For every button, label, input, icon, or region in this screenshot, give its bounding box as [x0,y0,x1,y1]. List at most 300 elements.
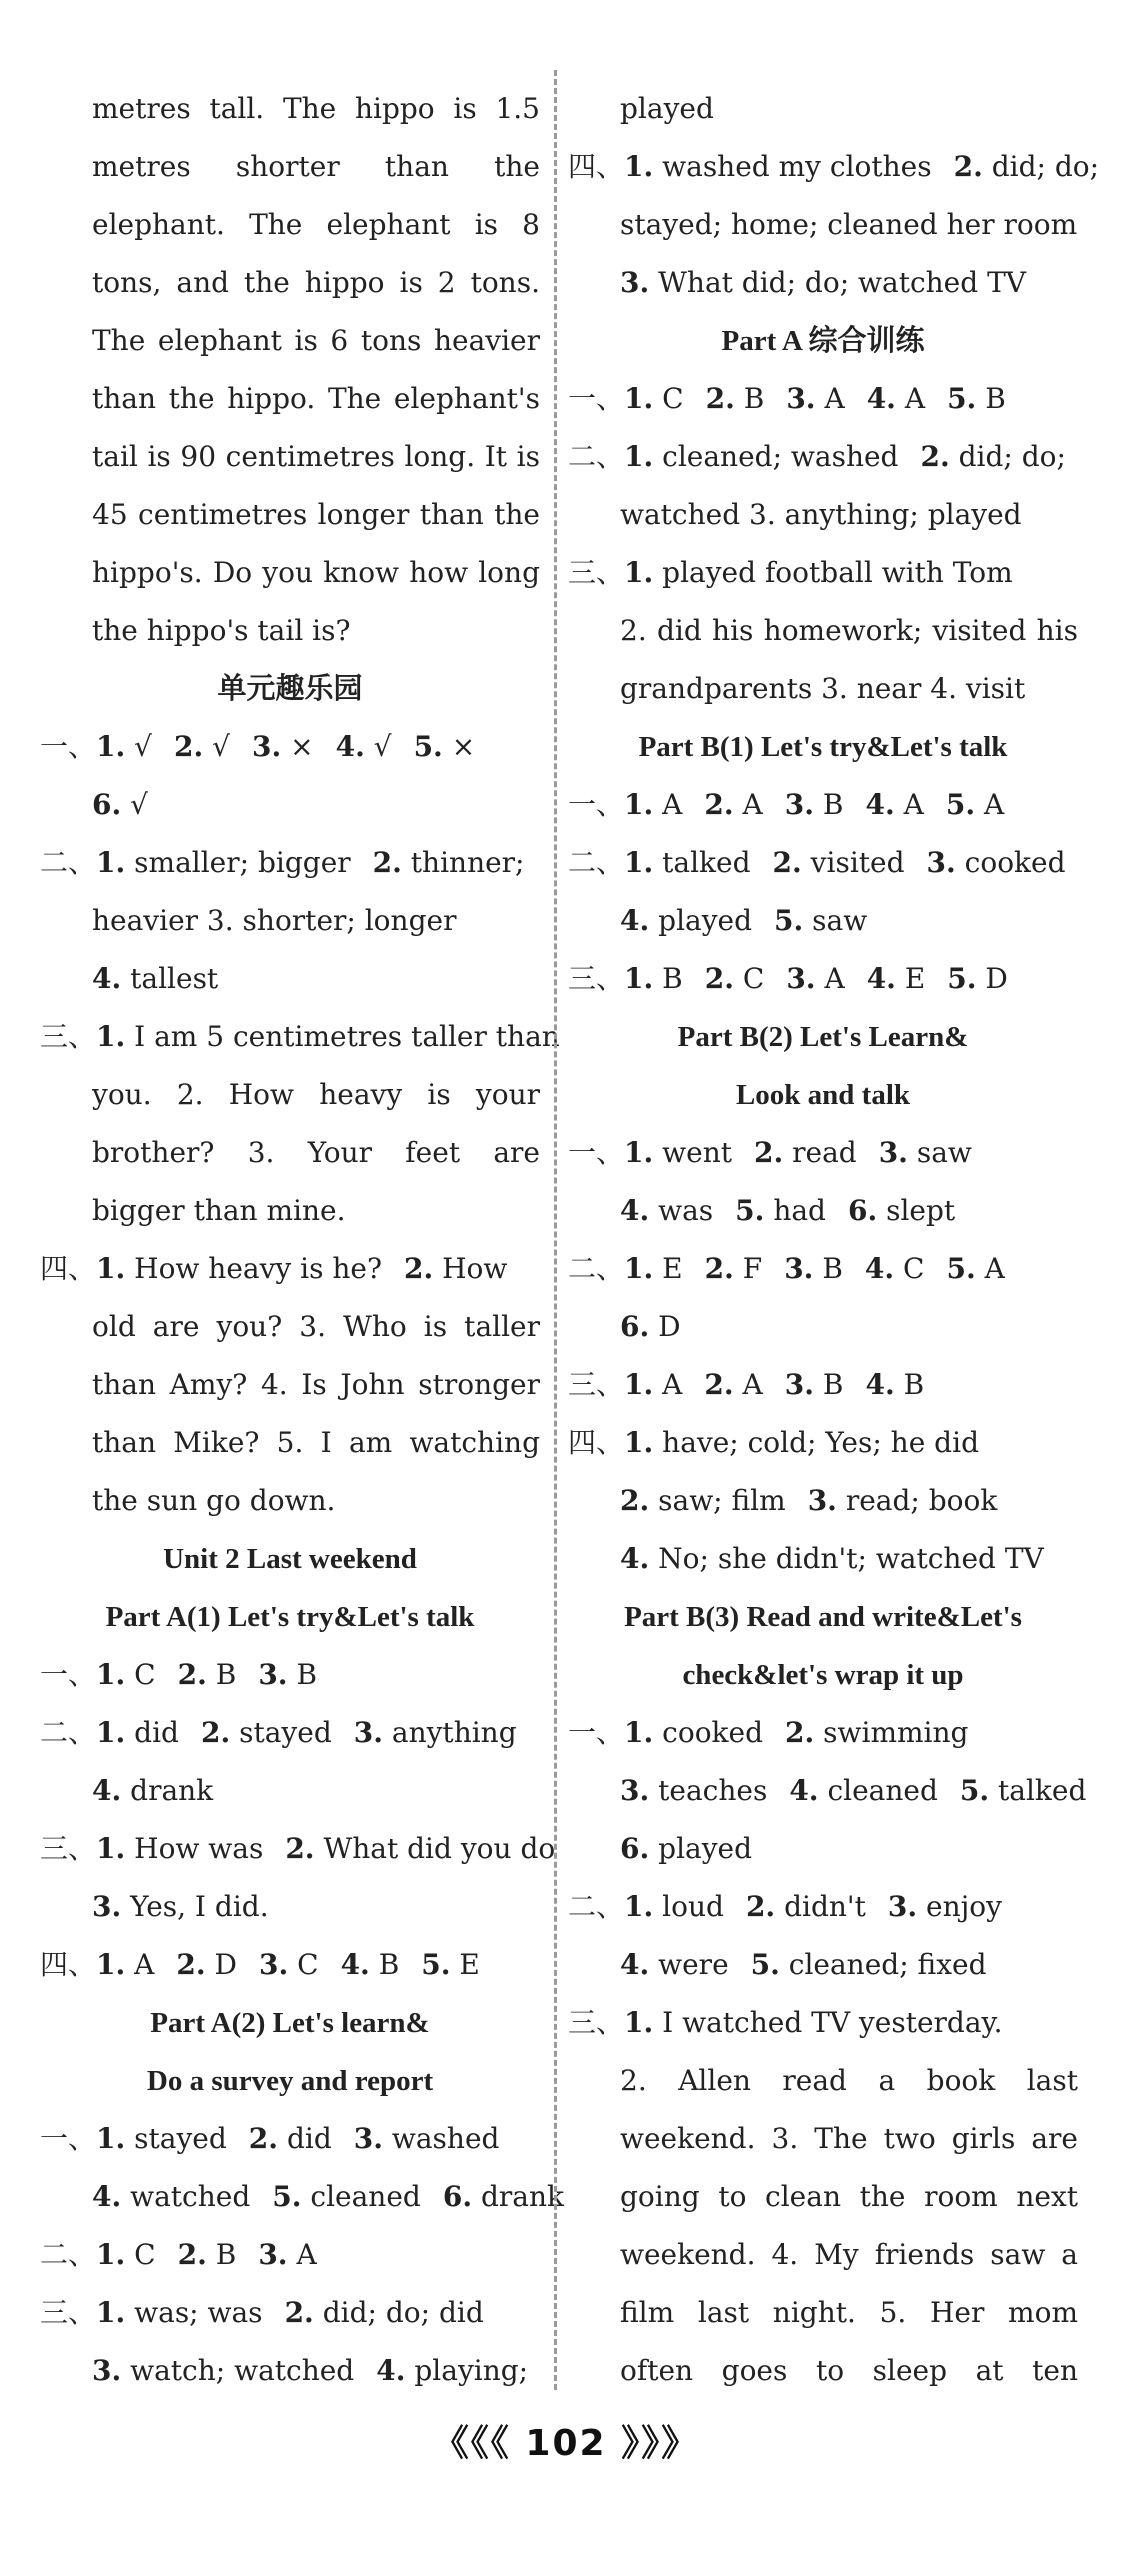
item-answer: A [984,1252,1005,1285]
answer-line [40,718,540,776]
left-column [40,80,564,2400]
answer-item [272,2168,421,2226]
answer-text-line: tail is 90 centimetres long. It is [92,440,540,473]
item-number: 4. [340,1948,370,1981]
answer-item [285,2284,484,2342]
answer-line [568,1356,1078,1414]
answer-item [373,834,525,892]
item-number: 2. [174,730,204,763]
answer-line [40,1704,540,1762]
item-number: 4. [92,1774,122,1807]
item-number: 1. [624,1368,654,1401]
item-number: 3. [620,266,650,299]
item-answer: C [297,1948,319,1981]
item-answer: What did; do; watched TV [658,266,1026,299]
answer-item [285,1820,555,1878]
answer-text-line: bigger than mine. [92,1194,346,1227]
item-answer: A [824,962,845,995]
item-number: 5. [959,1774,990,1807]
item-answer: loud [662,1890,724,1923]
item-number: 3. [784,1252,814,1285]
answer-text-line: going to clean the room next [620,2180,1078,2213]
item-answer: B [215,1658,237,1691]
item-answer: How heavy is he? [134,1252,382,1285]
item-number: 3. [353,1716,383,1749]
answer-item [785,1356,844,1414]
item-answer: cleaned [310,2180,421,2213]
question-group-number: 二、 [568,1890,625,1923]
item-number: 1. [96,1658,126,1691]
answer-item [735,1182,826,1240]
item-number: 2. [372,846,402,879]
item-answer: E [904,962,926,995]
item-number: 4. [620,1542,650,1575]
answer-line [568,1994,1078,2052]
answer-line [40,2110,540,2168]
item-number: 2. [285,1832,315,1865]
item-number: 4. [865,1368,895,1401]
item-answer: teaches [658,1774,768,1807]
item-number: 1. [624,2006,654,2039]
answer-item [754,1124,857,1182]
answer-item [201,1704,332,1762]
item-answer: A [984,788,1005,821]
answer-item [624,428,898,486]
answer-item [624,1124,732,1182]
answer-item [624,138,932,196]
item-answer: √ [212,730,230,763]
answer-item [960,1762,1087,1820]
item-number: 4. [620,1948,650,1981]
item-answer: didn't [784,1890,866,1923]
item-answer: read [792,1136,857,1169]
answer-text-line: weekend. 3. The two girls are [620,2122,1078,2155]
answer-item [178,1646,237,1704]
item-answer: How [442,1252,508,1285]
question-group-number: 二、 [40,1716,97,1749]
answer-item [96,2110,227,2168]
answer-item [96,834,351,892]
answer-text-line: elephant. The elephant is 8 [92,208,540,241]
answer-text-line: tons, and the hippo is 2 tons. [92,266,540,299]
item-answer: √ [134,730,152,763]
section-heading: Unit 2 Last weekend [163,1543,417,1575]
item-answer: did; do; did [322,2296,484,2329]
item-answer: A [824,382,845,415]
answer-line [568,370,1078,428]
answer-line [568,1878,1078,1936]
answer-item [258,1646,317,1704]
section-heading: Do a survey and report [146,2065,434,2097]
item-answer: B [215,2238,237,2271]
item-number: 2. [772,846,802,879]
item-number: 4. [376,2354,406,2387]
item-number: 6. [620,1310,650,1343]
section-heading: Part A(1) Let's try&Let's talk [105,1601,475,1633]
answer-line [568,1414,1078,1472]
answer-item [336,718,392,776]
answer-text-line: grandparents 3. near 4. visit [620,672,1026,705]
item-answer: smaller; bigger [134,846,351,879]
answer-item [624,1704,763,1762]
item-number: 2. [704,788,734,821]
item-answer: did; do; [958,440,1066,473]
item-answer: D [214,1948,237,1981]
item-answer: C [903,1252,925,1285]
answer-item [624,1356,682,1414]
answer-item [96,1646,156,1704]
answer-item [624,776,682,834]
question-group-number: 三、 [40,1832,97,1865]
answer-text-line: than Amy? 4. Is John stronger [92,1368,540,1401]
section-heading: check&let's wrap it up [682,1659,964,1691]
item-number: 3. [807,1484,837,1517]
item-answer: B [378,1948,400,1981]
item-answer: swimming [823,1716,969,1749]
item-number: 1. [624,150,654,183]
item-answer: washed [391,2122,500,2155]
item-number: 4. [865,788,895,821]
item-answer: saw [916,1136,972,1169]
answer-item [865,1356,924,1414]
answer-item [620,1936,729,1994]
item-answer: thinner; [410,846,525,879]
answer-text-line: brother? 3. Your feet are [92,1136,540,1169]
item-number: 5. [947,382,977,415]
item-answer: did; do; [991,150,1100,183]
answer-item [774,892,867,950]
item-number: 1. [624,1426,654,1459]
answer-line [568,1240,1078,1298]
answer-line [568,428,1078,486]
item-number: 2. [200,1716,231,1749]
item-number: 4. [864,1252,895,1285]
answer-item [746,1878,866,1936]
answer-line [40,1936,540,1994]
item-number: 2. [403,1252,434,1285]
answer-line [40,834,540,892]
answer-item [443,2168,564,2226]
item-number: 1. [96,1716,126,1749]
item-answer: played football with Tom [662,556,1013,589]
question-group-number: 三、 [40,2296,97,2329]
answer-text-line: 2. did his homework; visited his [620,614,1078,647]
answer-item [867,370,925,428]
item-number: 5. [421,1948,451,1981]
answer-item [946,1240,1004,1298]
answer-item [879,1124,972,1182]
item-answer: E [662,1252,683,1285]
answer-line [568,1530,1078,1588]
answer-text-line: The elephant is 6 tons heavier [92,324,540,357]
answer-item [865,1240,925,1298]
item-number: 1. [624,788,654,821]
answer-item [252,718,314,776]
answer-item [96,2284,263,2342]
answer-item [947,950,1008,1008]
item-answer: C [662,382,684,415]
answer-text-line: heavier 3. shorter; longer [92,904,457,937]
item-number: 1. [96,2238,126,2271]
item-number: 5. [750,1948,780,1981]
answer-text-line: the hippo's tail is? [92,614,351,647]
answer-item [96,2226,156,2284]
answer-line [40,776,540,834]
answer-item [624,834,751,892]
item-number: 2. [704,1368,734,1401]
answer-item [624,1878,724,1936]
answer-line [568,892,1078,950]
item-number: 6. [442,2180,473,2213]
question-group-number: 二、 [568,846,625,879]
answer-item [96,1936,154,1994]
item-answer: A [134,1948,155,1981]
item-answer: cooked [662,1716,764,1749]
item-answer: read; book [845,1484,998,1517]
question-group-number: 一、 [40,730,97,763]
item-number: 2. [177,2238,207,2271]
item-answer: × [290,730,314,763]
answer-item [867,950,926,1008]
answer-item [92,950,218,1008]
answer-text-line: you. 2. How heavy is your [92,1078,540,1111]
item-number: 1. [96,1020,126,1053]
item-number: 3. [92,2354,122,2387]
item-answer: How was [134,1832,264,1865]
item-number: 2. [620,1484,650,1517]
item-answer: was [658,1194,714,1227]
question-group-number: 三、 [568,556,625,589]
answer-item [784,1240,843,1298]
answer-item [624,544,1013,602]
answer-item [414,718,476,776]
answer-text-line: than the hippo. The elephant's [92,382,540,415]
item-answer: stayed [134,2122,227,2155]
item-answer: A [903,788,924,821]
item-answer: cooked [964,846,1066,879]
item-answer: I am 5 centimetres taller than [134,1020,560,1053]
item-number: 4. [620,1194,650,1227]
answer-text-line: metres tall. The hippo is 1.5 [92,92,540,125]
item-answer: B [822,1368,844,1401]
item-number: 1. [96,1832,126,1865]
page-number-deco-left: 《《《 [432,2423,511,2464]
item-answer: stayed [239,1716,332,1749]
item-answer: √ [130,788,148,821]
answer-item [927,834,1066,892]
question-group-number: 一、 [568,382,625,415]
item-number: 4. [789,1774,819,1807]
answer-line [568,1936,1078,1994]
answer-item [624,1240,683,1298]
item-number: 4. [335,730,365,763]
answer-text-line: weekend. 4. My friends saw a [620,2238,1078,2271]
answer-item [706,370,765,428]
item-number: 3. [878,1136,908,1169]
question-group-number: 二、 [568,1252,625,1285]
answer-line [40,1878,540,1936]
answer-text-line: often goes to sleep at ten [620,2354,1078,2387]
answer-item [354,2110,500,2168]
item-answer: Yes, I did. [130,1890,269,1923]
answer-item [404,1240,507,1298]
question-group-number: 四、 [40,1252,97,1285]
question-group-number: 四、 [568,150,625,183]
answer-item [174,718,230,776]
answer-item [259,1936,319,1994]
item-answer: watch; watched [130,2354,355,2387]
item-number: 1. [624,440,654,473]
item-number: 5. [946,1252,976,1285]
item-number: 1. [96,2122,126,2155]
item-answer: was; was [134,2296,263,2329]
answer-item [773,834,905,892]
item-number: 1. [624,962,654,995]
question-group-number: 一、 [568,1716,625,1749]
answer-item [946,776,1004,834]
answer-line [40,2342,540,2400]
item-answer: √ [373,730,392,763]
item-answer: had [773,1194,826,1227]
item-number: 2. [177,1658,207,1691]
item-answer: D [658,1310,681,1343]
item-number: 2. [704,962,734,995]
answer-line [568,1124,1078,1182]
item-answer: enjoy [926,1890,1002,1923]
item-number: 2. [176,1948,206,1981]
section-heading: Look and talk [735,1079,911,1111]
item-answer: B [743,382,765,415]
item-answer: B [822,1252,843,1285]
question-group-number: 二、 [40,2238,97,2271]
section-heading: Part B(1) Let's try&Let's talk [638,731,1008,763]
answer-text-line: metres shorter than the [92,150,540,183]
answer-item [947,370,1006,428]
item-number: 3. [258,2238,288,2271]
item-number: 3. [620,1774,650,1807]
answer-item [96,718,152,776]
item-number: 5. [945,788,976,821]
question-group-number: 三、 [40,1020,97,1053]
answer-item [620,1820,752,1878]
item-answer: F [742,1252,763,1285]
answer-text-line: played [620,92,714,125]
answer-item [705,1240,763,1298]
item-number: 2. [745,1890,776,1923]
item-number: 4. [866,382,896,415]
page-number-value: 102 [525,2423,607,2464]
item-answer: C [742,962,765,995]
answer-item [865,776,923,834]
item-answer: A [742,1368,763,1401]
answer-item [620,1182,713,1240]
item-number: 6. [847,1194,878,1227]
answer-item [620,1472,786,1530]
item-number: 4. [92,2180,122,2213]
question-group-number: 四、 [40,1948,97,1981]
question-group-number: 四、 [568,1426,625,1459]
answer-item [96,1240,382,1298]
item-answer: anything [391,1716,517,1749]
item-answer: B [662,962,683,995]
section-heading: Part B(3) Read and write&Let's [624,1601,1022,1633]
item-answer: A [742,788,763,821]
answer-line [40,1008,560,1066]
item-answer: A [662,788,683,821]
answer-text-line: 2. Allen read a book last [620,2064,1078,2097]
item-number: 2. [704,1252,734,1285]
answer-item [624,1994,1003,2052]
item-number: 5. [413,730,443,763]
answer-item [96,1704,179,1762]
answer-item [848,1182,955,1240]
item-number: 3. [258,1658,288,1691]
right-column [568,80,1100,2400]
item-number: 5. [774,904,804,937]
answer-line [40,950,540,1008]
answer-item [624,950,683,1008]
item-number: 2. [705,382,735,415]
answer-item [176,1936,237,1994]
answer-line [40,1762,540,1820]
answer-line [40,2284,540,2342]
item-answer: C [134,1658,156,1691]
item-number: 2. [248,2122,279,2155]
item-answer: B [296,1658,318,1691]
question-group-number: 二、 [568,440,625,473]
answer-item [954,138,1100,196]
item-number: 1. [96,846,126,879]
item-answer: have; cold; Yes; he did [662,1426,979,1459]
item-number: 1. [96,1948,126,1981]
answer-item [249,2110,332,2168]
answer-item [92,2342,354,2400]
answer-item [786,370,844,428]
question-group-number: 一、 [568,1136,625,1169]
item-number: 3. [353,2122,383,2155]
item-number: 3. [786,382,816,415]
answer-item [178,2226,237,2284]
answer-item [376,2342,528,2400]
answer-line [568,138,1100,196]
answer-line [40,1240,540,1298]
item-answer: A [904,382,926,415]
answer-line [40,2168,564,2226]
page-number [0,2415,1132,2466]
question-group-number: 一、 [40,2122,97,2155]
answer-item [704,776,762,834]
question-group-number: 一、 [568,788,625,821]
answer-item [786,950,844,1008]
answer-item [620,1530,1044,1588]
item-answer: played [658,1832,753,1865]
answer-line [40,2226,540,2284]
item-answer: talked [662,846,751,879]
answer-item [789,1762,938,1820]
answer-item [92,1762,213,1820]
item-number: 6. [620,1832,650,1865]
question-group-number: 三、 [568,962,625,995]
answer-text-line: hippo's. Do you know how long [92,556,540,589]
item-answer: cleaned; washed [662,440,899,473]
item-answer: watched [130,2180,251,2213]
section-heading: Part A(2) Let's learn& [150,2007,430,2039]
item-number: 2. [920,440,950,473]
item-answer: cleaned [827,1774,938,1807]
item-answer: I watched TV yesterday. [662,2006,1003,2039]
item-number: 1. [624,382,654,415]
item-number: 1. [624,556,654,589]
